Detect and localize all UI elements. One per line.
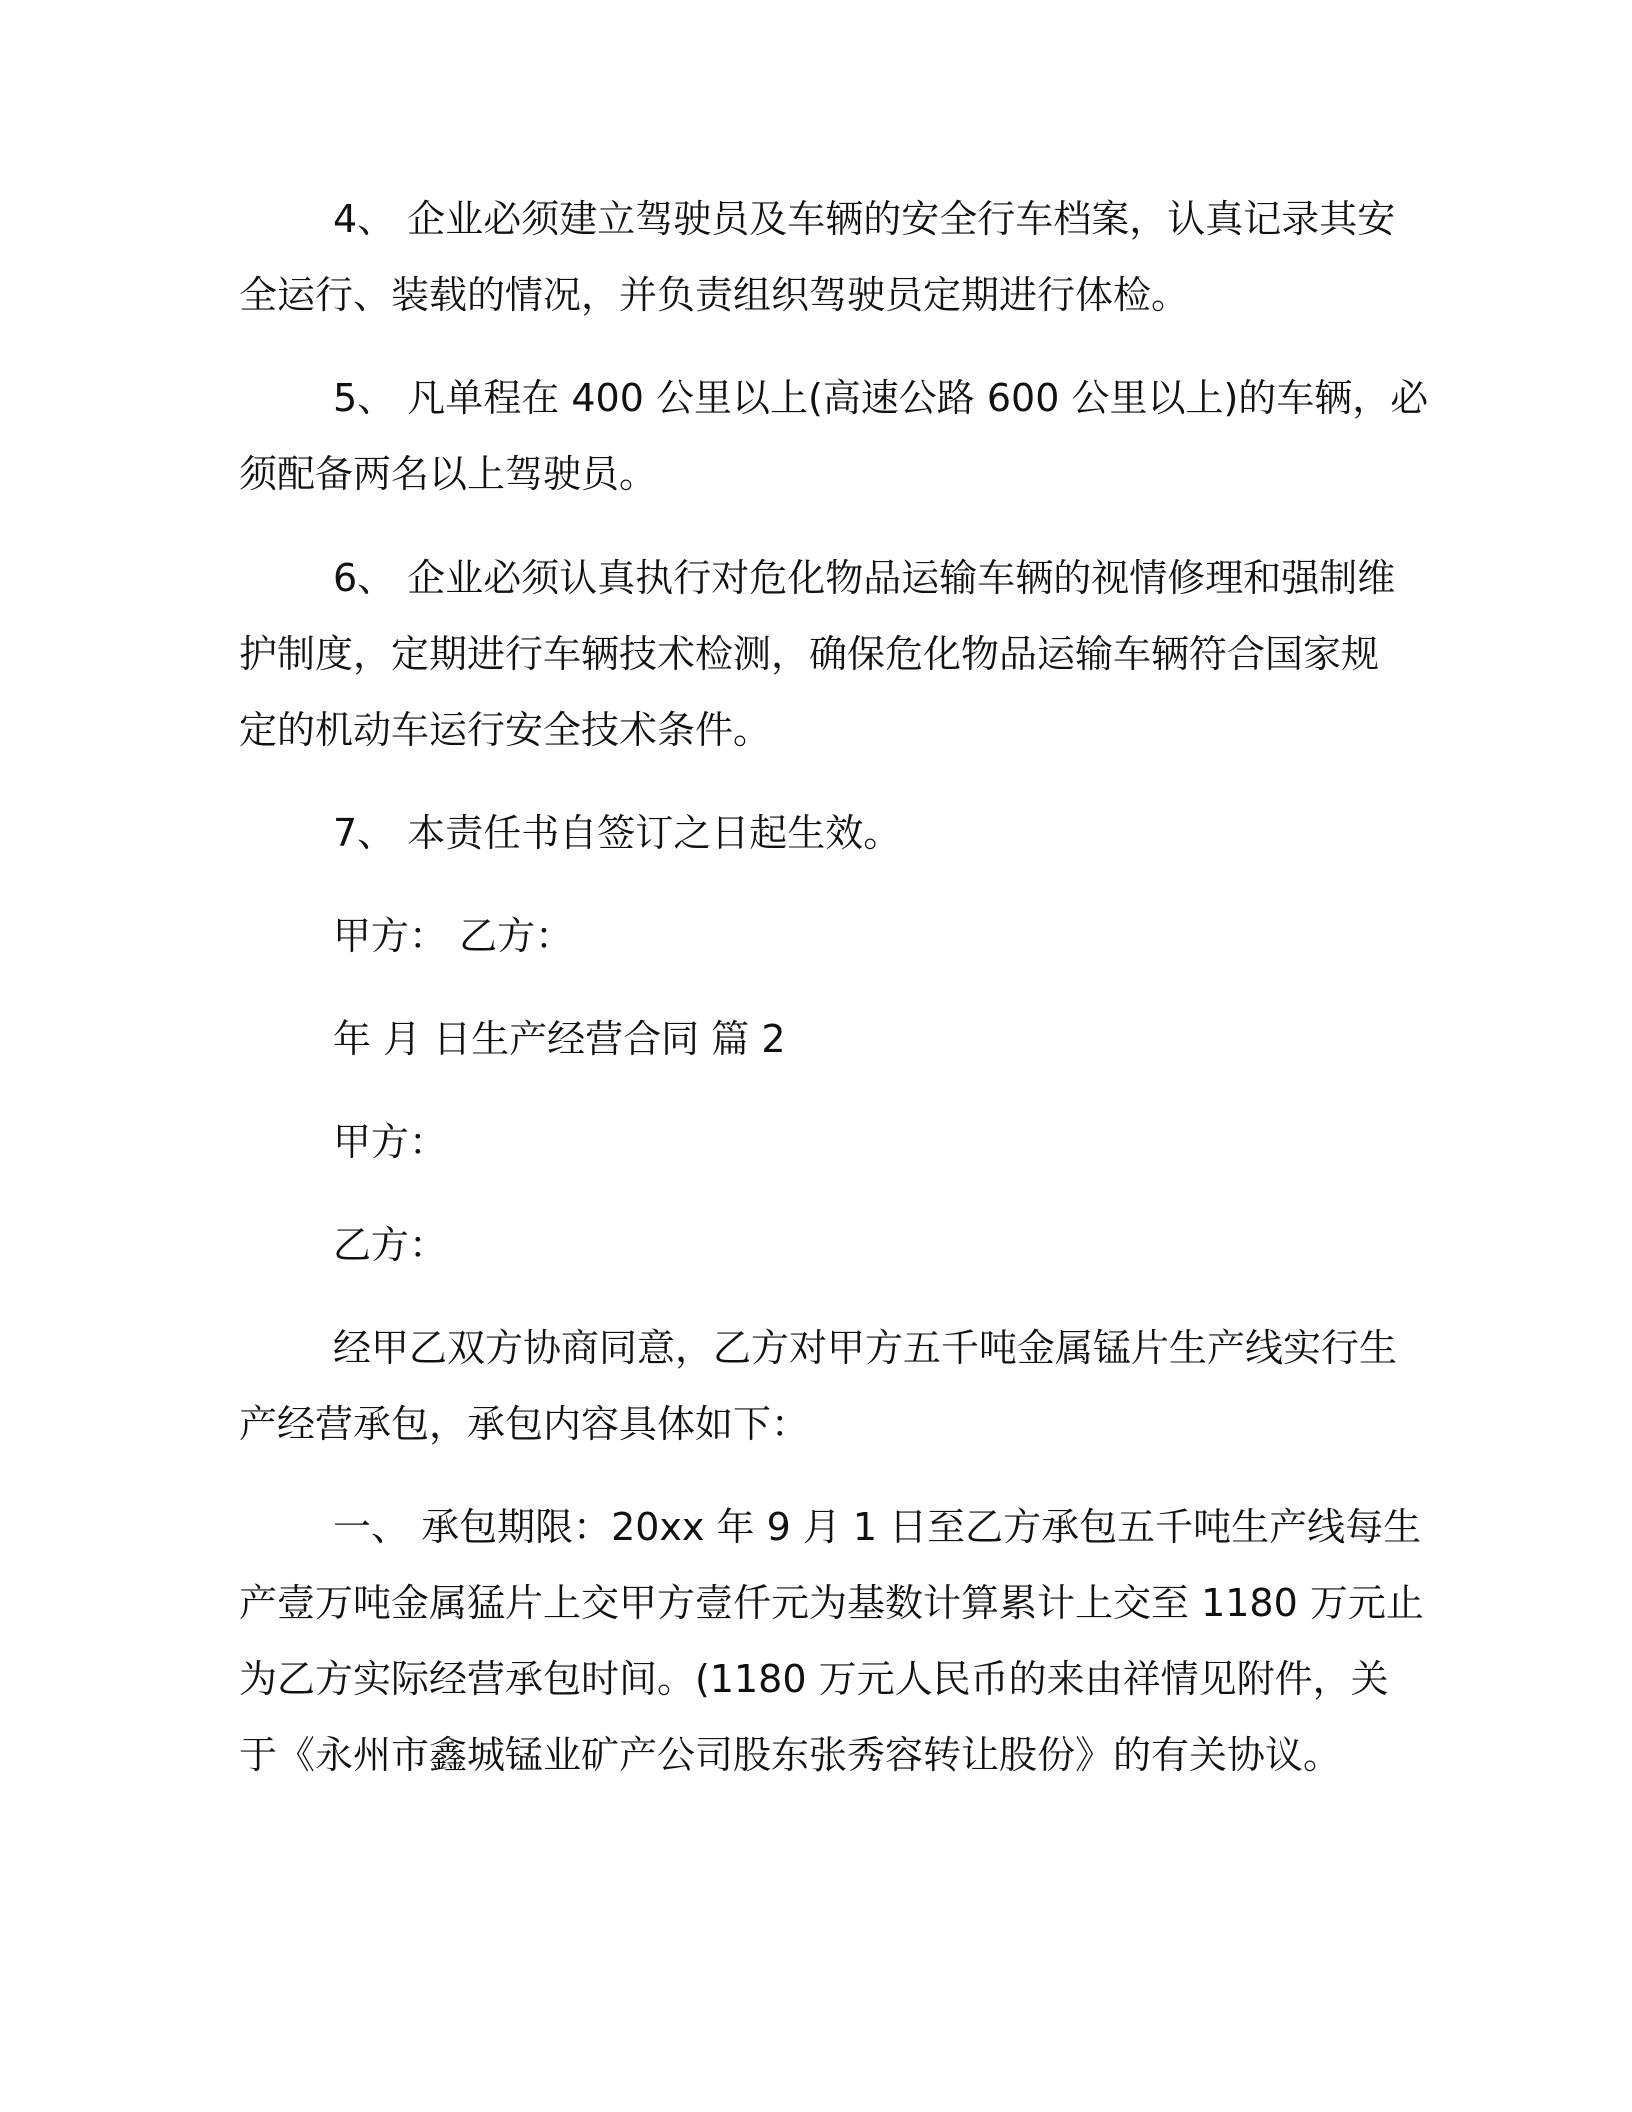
- party-b-line: 乙方：: [333, 1223, 448, 1267]
- clause-6-line-2: 护制度，定期进行车辆技术检测，确保危化物品运输车辆符合国家规: [239, 632, 1380, 676]
- clause-5-line-1: 5、 凡单程在 400 公里以上(高速公路 600 公里以上)的车辆，必: [333, 376, 1429, 420]
- term-1-line-4: 于《永州市鑫城锰业矿产公司股东张秀容转让股份》的有关协议。: [239, 1733, 1342, 1777]
- signatures-line: 甲方： 乙方：: [333, 914, 574, 958]
- clause-7-line-1: 7、 本责任书自签订之日起生效。: [333, 811, 902, 855]
- contract-2-heading: 年 月 日生产经营合同 篇 2: [333, 1017, 786, 1061]
- clause-4-line-2: 全运行、装载的情况，并负责组织驾驶员定期进行体检。: [239, 273, 1190, 317]
- term-1-line-2: 产壹万吨金属猛片上交甲方壹仟元为基数计算累计上交至 1180 万元止: [239, 1581, 1424, 1625]
- preamble-line-2: 产经营承包，承包内容具体如下：: [239, 1402, 810, 1446]
- clause-5-line-2: 须配备两名以上驾驶员。: [239, 452, 658, 496]
- clause-4-line-1: 4、 企业必须建立驾驶员及车辆的安全行车档案，认真记录其安: [333, 197, 1396, 241]
- term-1-line-1: 一、 承包期限：20xx 年 9 月 1 日至乙方承包五千吨生产线每生: [333, 1505, 1422, 1549]
- preamble-line-1: 经甲乙双方协商同意，乙方对甲方五千吨金属锰片生产线实行生: [333, 1326, 1398, 1370]
- party-a-line: 甲方：: [333, 1120, 448, 1164]
- clause-6-line-1: 6、 企业必须认真执行对危化物品运输车辆的视情修理和强制维: [333, 556, 1396, 600]
- clause-6-line-3: 定的机动车运行安全技术条件。: [239, 708, 772, 752]
- term-1-line-3: 为乙方实际经营承包时间。(1180 万元人民币的来由祥情见附件，关: [239, 1657, 1389, 1701]
